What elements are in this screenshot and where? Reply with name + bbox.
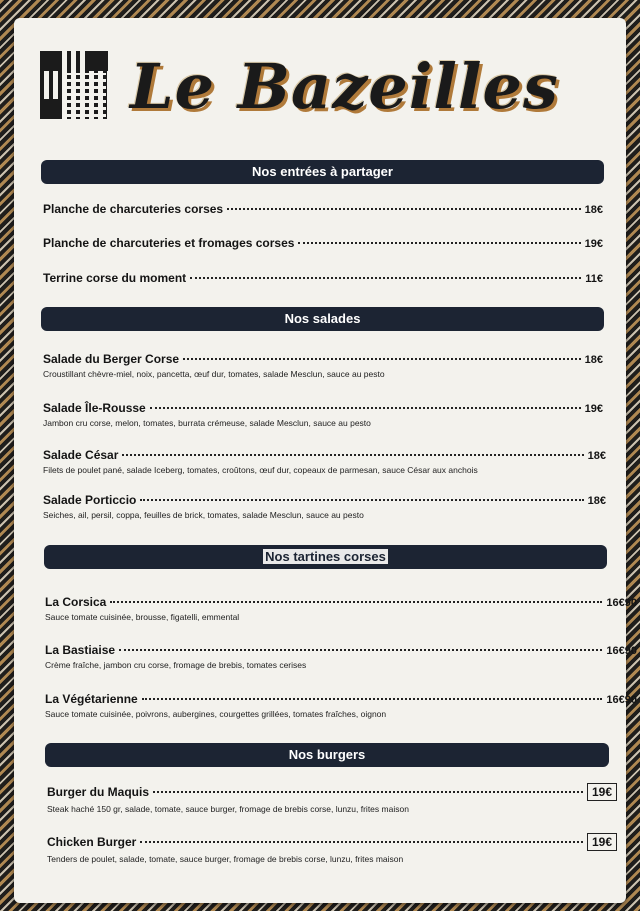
menu-item xyxy=(43,271,603,285)
dot-leader xyxy=(110,601,602,603)
dot-leader xyxy=(119,649,602,651)
section-header-burgers xyxy=(45,743,609,767)
item-description: Steak haché 150 gr, salade, tomate, sauce burger, fromage de brebis corse, lunzu, frites maison xyxy=(47,804,409,814)
dot-leader xyxy=(122,454,583,456)
menu-item xyxy=(47,783,617,814)
item-description: Seiches, ail, persil, coppa, feuilles de brick, tomates, salade Mesclun, sauce au pesto xyxy=(43,510,364,520)
dot-leader xyxy=(142,698,603,700)
item-description: Sauce tomate cuisinée, poivrons, aubergines, courgettes grillées, tomates fraîches, oignon xyxy=(45,709,387,719)
menu-header xyxy=(40,48,610,138)
item-description: Crème fraîche, jambon cru corse, fromage de brebis, tomates cerises xyxy=(45,660,307,670)
menu-card xyxy=(14,18,637,903)
menu-item xyxy=(43,352,603,379)
item-description: Jambon cru corse, melon, tomates, burrata crémeuse, salade Mesclun, sauce au pesto xyxy=(43,418,371,428)
menu-item xyxy=(47,833,617,864)
item-description: Filets de poulet pané, salade Iceberg, tomates, croûtons, œuf dur, copeaux de parmesan, sauce César aux anchois xyxy=(43,465,478,475)
dot-leader xyxy=(227,208,581,210)
item-description: Croustillant chèvre-miel, noix, pancetta, œuf dur, tomates, salade Mesclun, sauce au pesto xyxy=(43,369,385,379)
menu-item xyxy=(45,692,637,719)
dot-leader xyxy=(153,791,583,793)
menu-item xyxy=(45,595,637,622)
item-name: Salade du Berger Corse xyxy=(43,352,180,366)
item-name: La Bastiaise xyxy=(45,643,116,657)
item-price: 18€ xyxy=(587,495,606,507)
menu-item xyxy=(43,493,606,520)
section-header-entrees xyxy=(41,160,604,184)
item-name: Salade César xyxy=(43,448,119,462)
item-name: Chicken Burger xyxy=(47,835,137,849)
item-description: Sauce tomate cuisinée, brousse, figatelli, emmental xyxy=(45,612,240,622)
item-description: Tenders de poulet, salade, tomate, sauce burger, fromage de brebis corse, lunzu, frites maison xyxy=(47,854,404,864)
item-name: Salade Île-Rousse xyxy=(43,401,146,415)
section-title: Nos entrées à partager xyxy=(252,164,393,179)
menu-item xyxy=(43,236,603,250)
section-title: Nos burgers xyxy=(288,747,366,762)
dot-leader xyxy=(183,358,581,360)
item-price: 16€90 xyxy=(606,597,637,609)
qr-code-icon[interactable] xyxy=(40,51,108,119)
menu-item xyxy=(43,401,603,428)
item-name: Burger du Maquis xyxy=(47,785,150,799)
item-name: La Corsica xyxy=(45,595,107,609)
item-price: 18€ xyxy=(584,354,603,366)
item-price: 16€90 xyxy=(606,645,637,657)
dot-leader xyxy=(140,499,583,501)
item-price: 16€90 xyxy=(606,694,637,706)
item-name: Planche de charcuteries et fromages corses xyxy=(43,236,295,250)
section-title: Nos salades xyxy=(284,311,361,326)
section-title: Nos tartines corses xyxy=(265,549,386,564)
item-price: 18€ xyxy=(587,450,606,462)
section-header-tartines xyxy=(44,545,607,569)
section-header-salades xyxy=(41,307,604,331)
item-price: 19€ xyxy=(587,833,617,851)
item-name: Planche de charcuteries corses xyxy=(43,202,224,216)
restaurant-logo: Le Bazeilles xyxy=(130,50,559,123)
menu-item xyxy=(45,643,637,670)
item-price: 18€ xyxy=(584,204,603,216)
item-price: 19€ xyxy=(587,783,617,801)
dot-leader xyxy=(140,841,583,843)
dot-leader xyxy=(190,277,581,279)
item-price: 11€ xyxy=(585,273,603,285)
menu-item xyxy=(43,202,603,216)
item-name: Salade Porticcio xyxy=(43,493,137,507)
item-name: La Végétarienne xyxy=(45,692,138,706)
item-name: Terrine corse du moment xyxy=(43,271,187,285)
item-price: 19€ xyxy=(584,238,603,250)
dot-leader xyxy=(150,407,581,409)
item-price: 19€ xyxy=(584,403,603,415)
dot-leader xyxy=(298,242,580,244)
menu-item xyxy=(43,448,606,475)
